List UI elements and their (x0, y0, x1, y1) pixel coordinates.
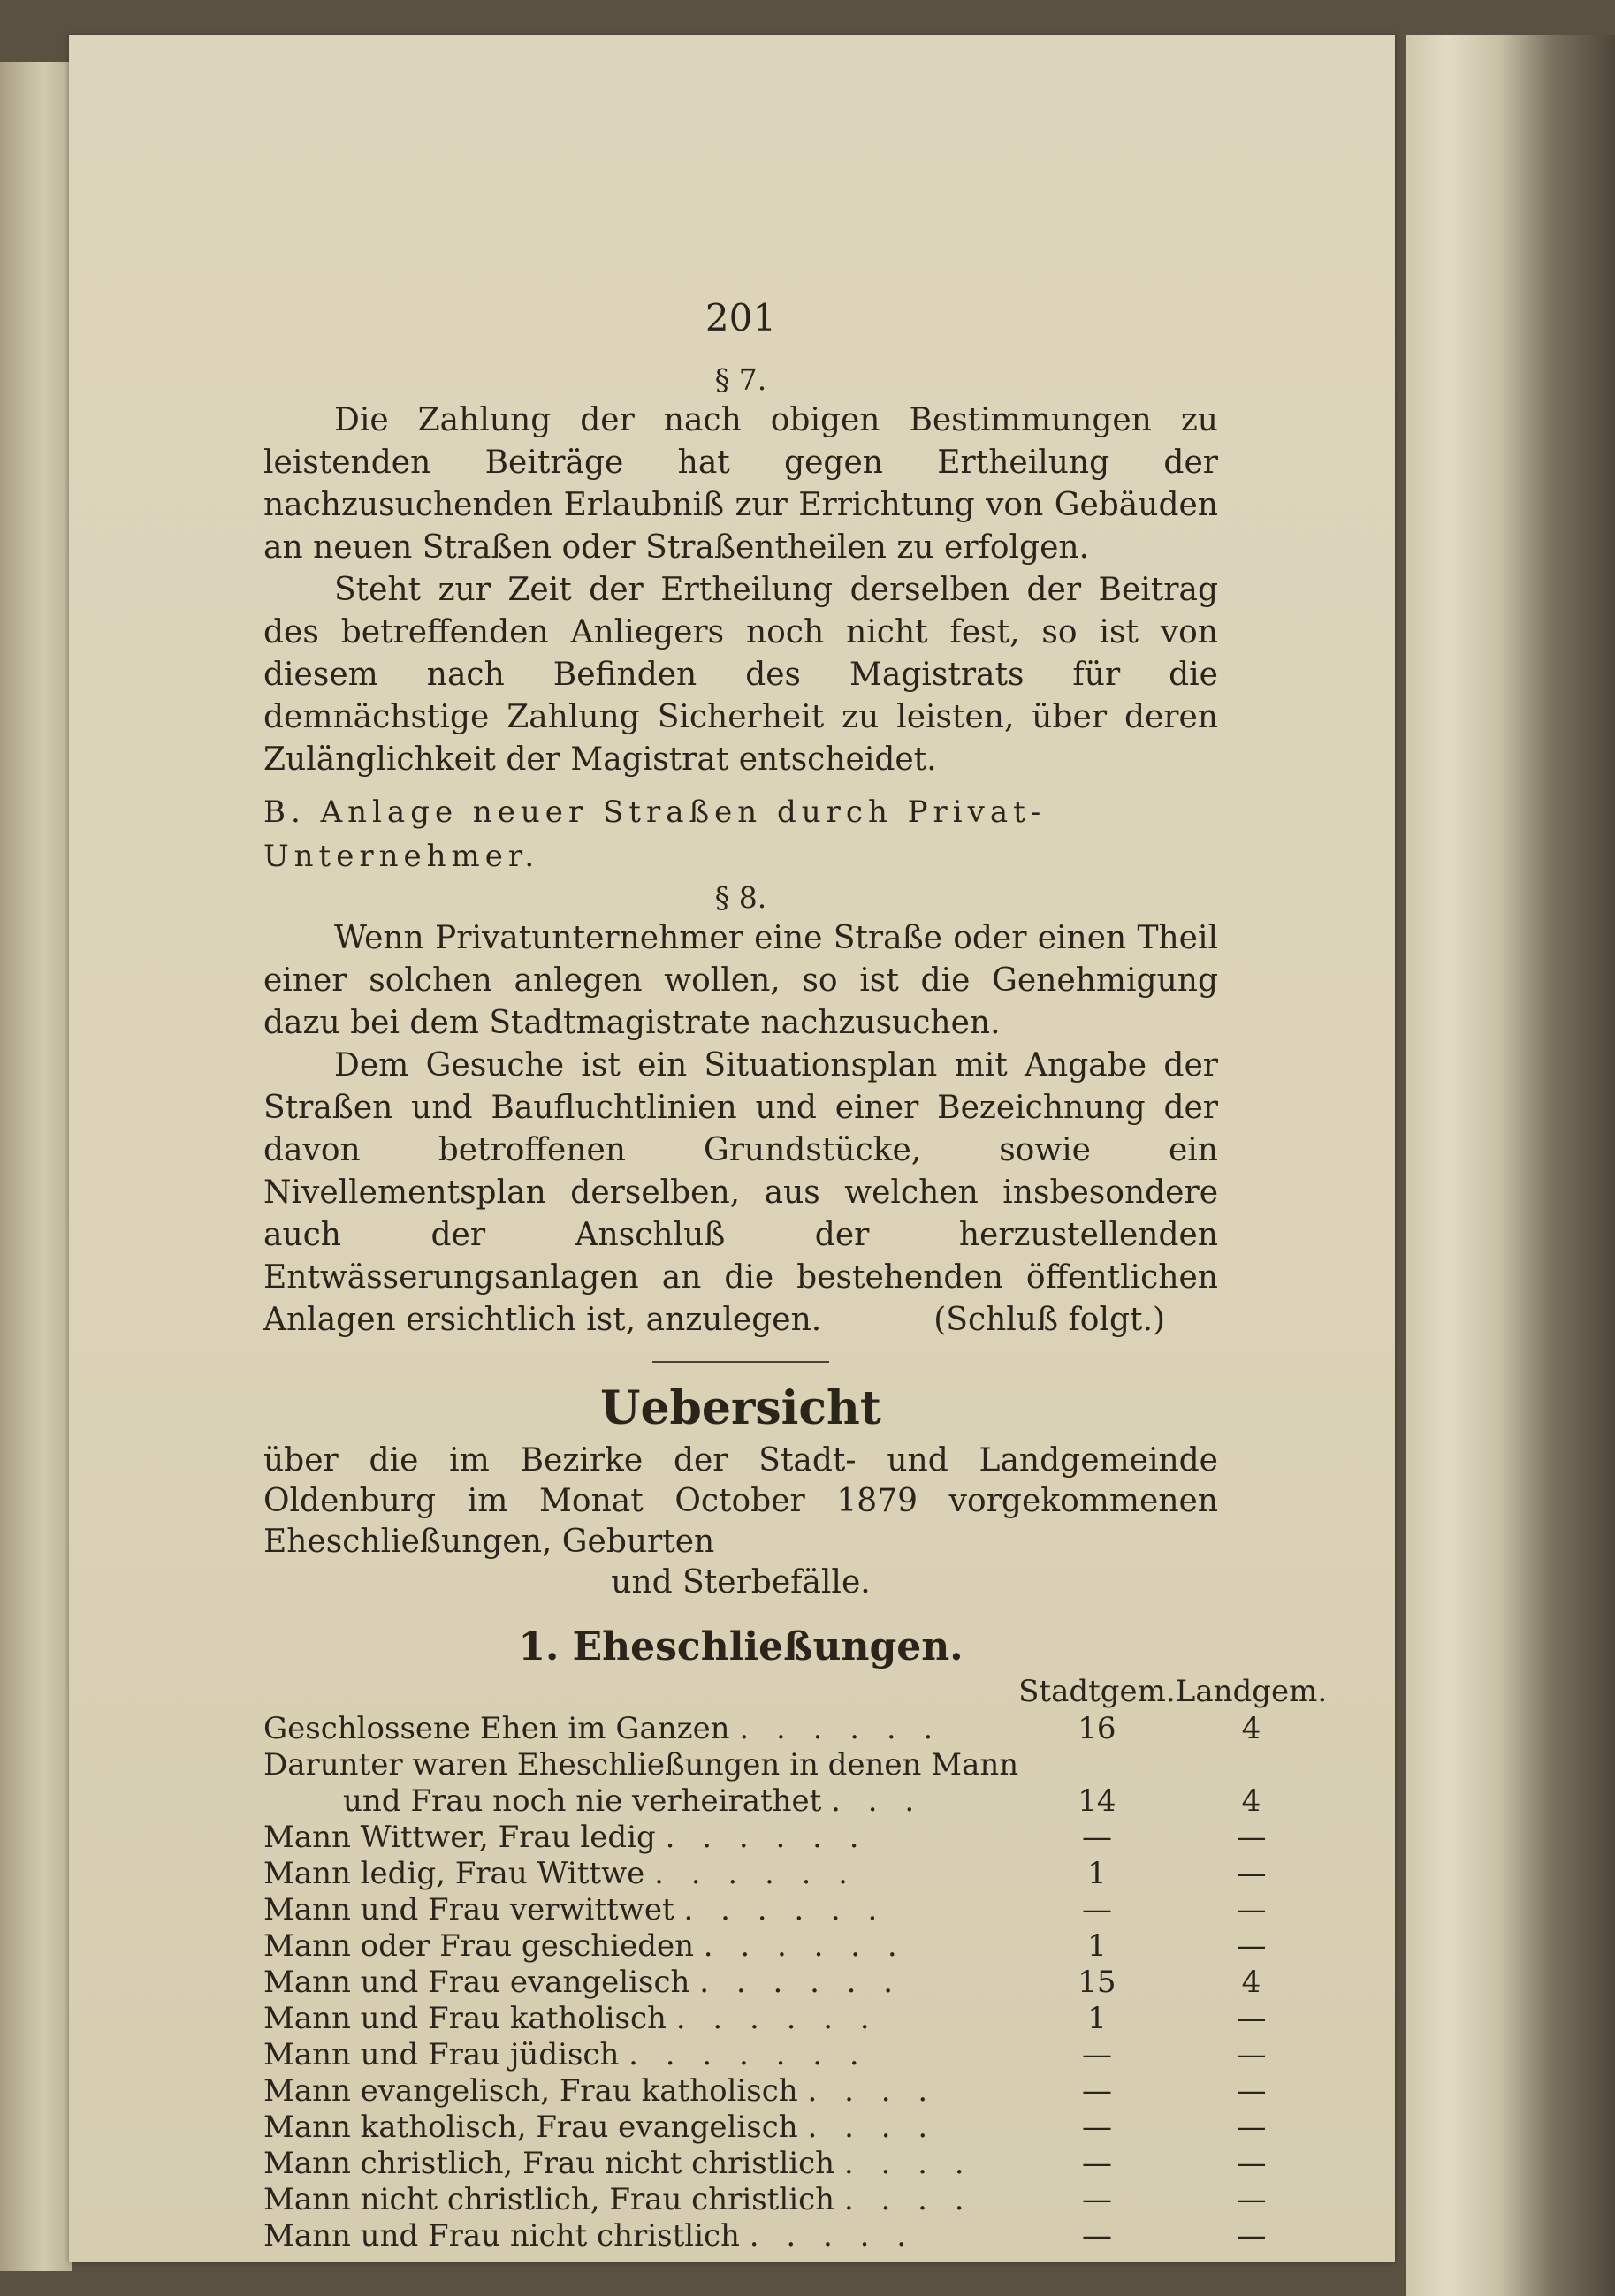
table-row (263, 2146, 1327, 2182)
land-value: — (1236, 1820, 1267, 1855)
stadt-value: 14 (1078, 1783, 1116, 1819)
page-number: 201 (705, 296, 777, 339)
land-value: — (1236, 2001, 1267, 2036)
row-label: Mann und Frau katholisch (263, 2001, 667, 2036)
table-row (263, 2182, 1327, 2218)
divider (652, 1361, 829, 1363)
table-row (263, 2110, 1327, 2146)
land-value (1176, 1747, 1327, 1783)
stadt-value: — (1081, 2182, 1112, 2217)
land-value: — (1236, 1928, 1267, 1964)
column-header-landgem: Landgem. (1175, 1674, 1328, 1709)
page (69, 35, 1395, 2262)
table-row (263, 1711, 1327, 1747)
row-label: und Frau noch nie verheirathet (343, 1783, 822, 1819)
section-b-heading: B. Anlage neuer Straßen durch Privat-Unternehmer. (263, 794, 1047, 874)
row-label: Mann und Frau jüdisch (263, 2037, 620, 2072)
stadt-value: — (1081, 2110, 1112, 2145)
section-7-paragraph-1: Die Zahlung der nach obigen Bestimmungen zu leistenden Beiträge hat gegen Ertheilung der nachzusuchenden Erlaubniß zur Errichtung von Gebäuden an neuen Straßen oder Straßentheilen zu erfolgen. (263, 402, 1218, 566)
leader-dots: . . . (831, 1783, 924, 1819)
overview-subtitle: über die im Bezirke der Stadt- und Landgemeinde Oldenburg im Monat October 1879 vorgekommenen Eheschließungen, Geburten (263, 1442, 1218, 1560)
table-row (263, 1856, 1327, 1892)
book-edge (1406, 35, 1615, 2296)
land-value: — (1236, 2146, 1267, 2181)
stadt-value (1018, 1747, 1176, 1783)
row-label: Darunter waren Eheschließungen in denen Mann (263, 1747, 1019, 1783)
stadt-value: — (1081, 2218, 1112, 2254)
land-value: 4 (1241, 1711, 1261, 1746)
stadt-value: 15 (1078, 1965, 1116, 2000)
leader-dots: . . . . . . (654, 1856, 857, 1891)
leader-dots: . . . . (843, 2146, 973, 2181)
leader-dots: . . . . . . (703, 1928, 906, 1964)
text-body (263, 361, 1328, 2254)
land-value: — (1236, 1892, 1267, 1927)
marriages-table (263, 1672, 1327, 2254)
label-header (263, 1672, 1018, 1711)
table-row (263, 2218, 1327, 2254)
land-value: — (1236, 2037, 1267, 2072)
leader-dots: . . . . . . (699, 1965, 903, 2000)
row-label: Mann ledig, Frau Wittwe (263, 1856, 645, 1891)
leader-dots: . . . . (807, 2073, 937, 2109)
table-row (263, 1928, 1327, 1965)
stadt-value: — (1081, 1892, 1112, 1927)
land-value: — (1236, 2218, 1267, 2254)
section-8-paragraph-1: Wenn Privatunternehmer eine Straße oder einen Theil einer solchen anlegen wollen, so ist die Genehmigung dazu bei dem Stadtmagistrate nachzusuchen. (263, 920, 1218, 1041)
section-8-paragraph-2: Dem Gesuche ist ein Situationsplan mit Angabe der Straßen und Baufluchtlinien und einer Bezeichnung der davon betroffenen Grundstücke, sowie ein Nivellementsplan derselben, aus welchen insbesondere auch der Anschluß der herzustellenden Entwässerungsanlagen an die bestehenden öffentlichen Anlagen ersichtlich ist, anzulegen. (263, 1047, 1218, 1338)
leader-dots: . . . . . . . (628, 2037, 868, 2072)
row-label: Mann nicht christlich, Frau christlich (263, 2182, 835, 2217)
leader-dots: . . . . (843, 2182, 973, 2217)
marriages-heading: 1. Eheschließungen. (518, 1624, 964, 1669)
stadt-value: — (1081, 2037, 1112, 2072)
table-row (263, 2001, 1327, 2037)
stadt-value: — (1081, 2073, 1112, 2109)
leader-dots: . . . . . (749, 2218, 916, 2254)
continuation-note: (Schluß folgt.) (933, 1302, 1165, 1338)
stadt-value: 16 (1078, 1711, 1116, 1746)
row-label: Mann evangelisch, Frau katholisch (263, 2073, 798, 2109)
table-row (263, 1820, 1327, 1856)
column-header-stadtgem: Stadtgem. (1018, 1674, 1176, 1709)
land-value: — (1236, 2110, 1267, 2145)
land-value: 4 (1241, 1783, 1261, 1819)
section-7-heading: § 7. (714, 362, 767, 397)
section-8-heading: § 8. (714, 880, 767, 915)
row-label: Mann und Frau evangelisch (263, 1965, 690, 2000)
land-value: — (1236, 1856, 1267, 1891)
section-7-paragraph-2: Steht zur Zeit der Ertheilung derselben der Beitrag des betreffenden Anliegers noch nicht fest, so ist von diesem nach Befinden des Magistrats für die demnächstige Zahlung Sicherheit zu leisten, über deren Zulänglichkeit der Magistrat entscheidet. (263, 572, 1218, 778)
table-row (263, 2037, 1327, 2073)
row-label: Geschlossene Ehen im Ganzen (263, 1711, 730, 1746)
overview-subtitle-line-2: und Sterbefälle. (611, 1564, 871, 1600)
stadt-value: 1 (1087, 1928, 1107, 1964)
table-row (263, 1892, 1327, 1928)
overview-title: Uebersicht (600, 1381, 881, 1435)
table-row (263, 2073, 1327, 2110)
leader-dots: . . . . . . (683, 1892, 887, 1927)
table-row (263, 1783, 1327, 1820)
row-label: Mann christlich, Frau nicht christlich (263, 2146, 835, 2181)
leader-dots: . . . . . . (675, 2001, 879, 2036)
leader-dots: . . . . . . (739, 1711, 942, 1746)
left-page-edge (0, 62, 72, 2271)
row-label: Mann und Frau nicht christlich (263, 2218, 740, 2254)
land-value: 4 (1241, 1965, 1261, 2000)
row-label: Mann Wittwer, Frau ledig (263, 1820, 656, 1855)
table-row (263, 1965, 1327, 2001)
land-value: — (1236, 2073, 1267, 2109)
stadt-value: 1 (1087, 2001, 1107, 2036)
land-value: — (1236, 2182, 1267, 2217)
stadt-value: — (1081, 2146, 1112, 2181)
row-label: Mann oder Frau geschieden (263, 1928, 694, 1964)
row-label: Mann und Frau verwittwet (263, 1892, 674, 1927)
leader-dots: . . . . . . (665, 1820, 868, 1855)
table-row (263, 1747, 1327, 1783)
row-label: Mann katholisch, Frau evangelisch (263, 2110, 798, 2145)
stadt-value: — (1081, 1820, 1112, 1855)
table-header-row (263, 1672, 1327, 1711)
stadt-value: 1 (1087, 1856, 1107, 1891)
leader-dots: . . . . (807, 2110, 937, 2145)
